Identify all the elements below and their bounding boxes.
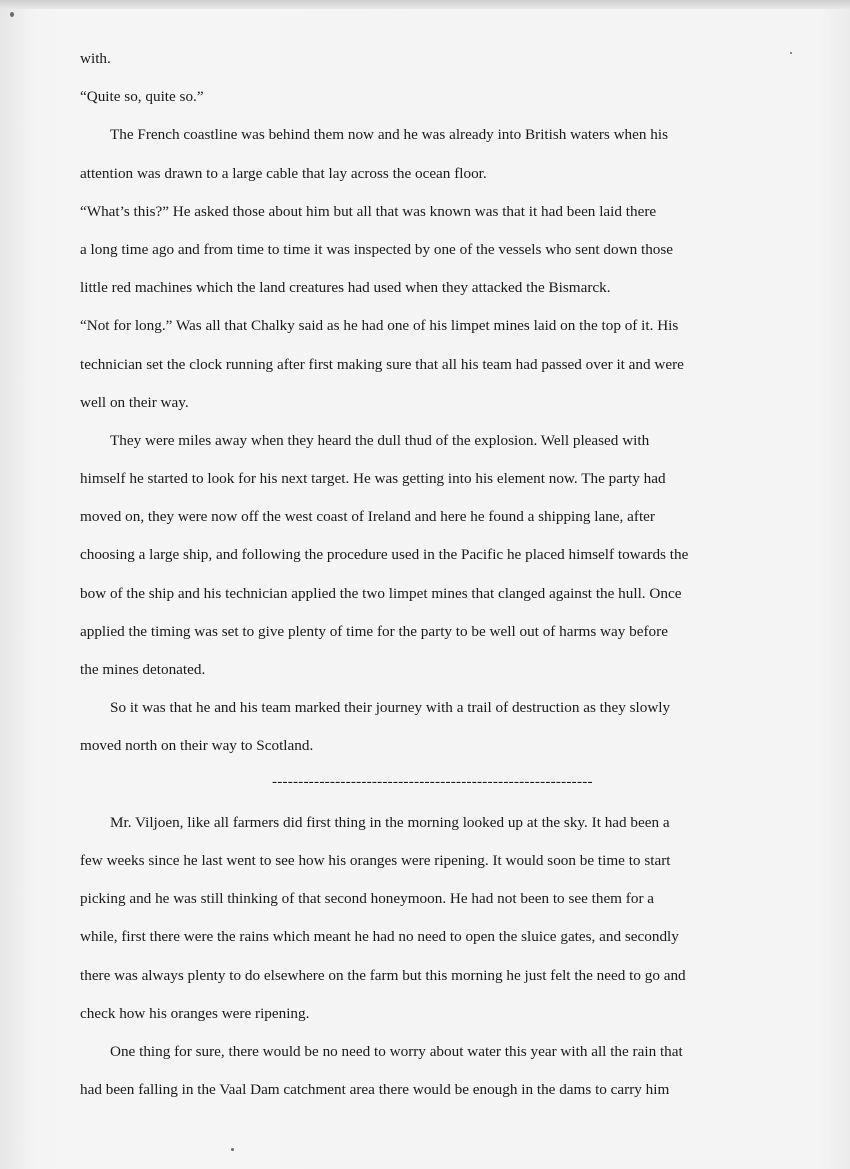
text-line: few weeks since he last went to see how his oranges were ripening. It would soon be time to start bbox=[80, 851, 671, 869]
page-top-edge bbox=[0, 0, 850, 9]
text-line: applied the timing was set to give plenty of time for the party to be well out of harms way before bbox=[80, 622, 668, 640]
paragraph-start-line: Mr. Viljoen, like all farmers did first thing in the morning looked up at the sky. It had been a bbox=[110, 813, 670, 831]
text-line: the mines detonated. bbox=[80, 661, 206, 678]
text-line: with. bbox=[80, 50, 111, 67]
text-line: had been falling in the Vaal Dam catchment area there would be enough in the dams to carry him bbox=[80, 1081, 670, 1099]
text-line: moved north on their way to Scotland. bbox=[80, 737, 314, 755]
paragraph-start-line: They were miles away when they heard the dull thud of the explosion. Well pleased with bbox=[110, 431, 650, 449]
paragraph-start-line: So it was that he and his team marked their journey with a trail of destruction as they slowly bbox=[110, 699, 671, 717]
text-line: “Not for long.” Was all that Chalky said as he had one of his limpet mines laid on the top of it. His bbox=[80, 317, 679, 335]
section-separator: ------------------------------------------------------------- bbox=[272, 772, 593, 790]
scan-speck bbox=[790, 52, 792, 54]
scan-speck bbox=[231, 1148, 234, 1151]
text-line: while, first there were the rains which meant he had no need to open the sluice gates, and secondly bbox=[80, 928, 679, 946]
text-line: “What’s this?” He asked those about him but all that was known was that it had been laid there bbox=[80, 202, 657, 220]
text-line: a long time ago and from time to time it was inspected by one of the vessels who sent down those bbox=[80, 240, 674, 258]
paragraph-start-line: One thing for sure, there would be no need to worry about water this year with all the rain that bbox=[110, 1042, 683, 1060]
text-line: “Quite so, quite so.” bbox=[80, 88, 204, 106]
text-line: attention was drawn to a large cable that lay across the ocean floor. bbox=[80, 164, 487, 182]
text-line: well on their way. bbox=[80, 393, 189, 411]
text-line: there was always plenty to do elsewhere on the farm but this morning he just felt the need to go and bbox=[80, 966, 686, 984]
text-line: technician set the clock running after first making sure that all his team had passed over it and were bbox=[80, 355, 684, 373]
text-line: moved on, they were now off the west coast of Ireland and here he found a shipping lane, after bbox=[80, 508, 655, 526]
text-line: himself he started to look for his next target. He was getting into his element now. The party had bbox=[80, 470, 666, 488]
text-line: little red machines which the land creatures had used when they attacked the Bismarck. bbox=[80, 279, 611, 297]
text-line: check how his oranges were ripening. bbox=[80, 1004, 310, 1022]
text-line: choosing a large ship, and following the procedure used in the Pacific he placed himself towards the bbox=[80, 546, 689, 564]
text-line: picking and he was still thinking of that second honeymoon. He had not been to see them for a bbox=[80, 890, 655, 908]
paragraph-start-line: The French coastline was behind them now and he was already into British waters when his bbox=[110, 126, 668, 144]
document-text bbox=[80, 40, 770, 1109]
text-line: bow of the ship and his technician applied the two limpet mines that clanged against the hull. Once bbox=[80, 584, 682, 602]
scan-speck bbox=[10, 12, 14, 17]
